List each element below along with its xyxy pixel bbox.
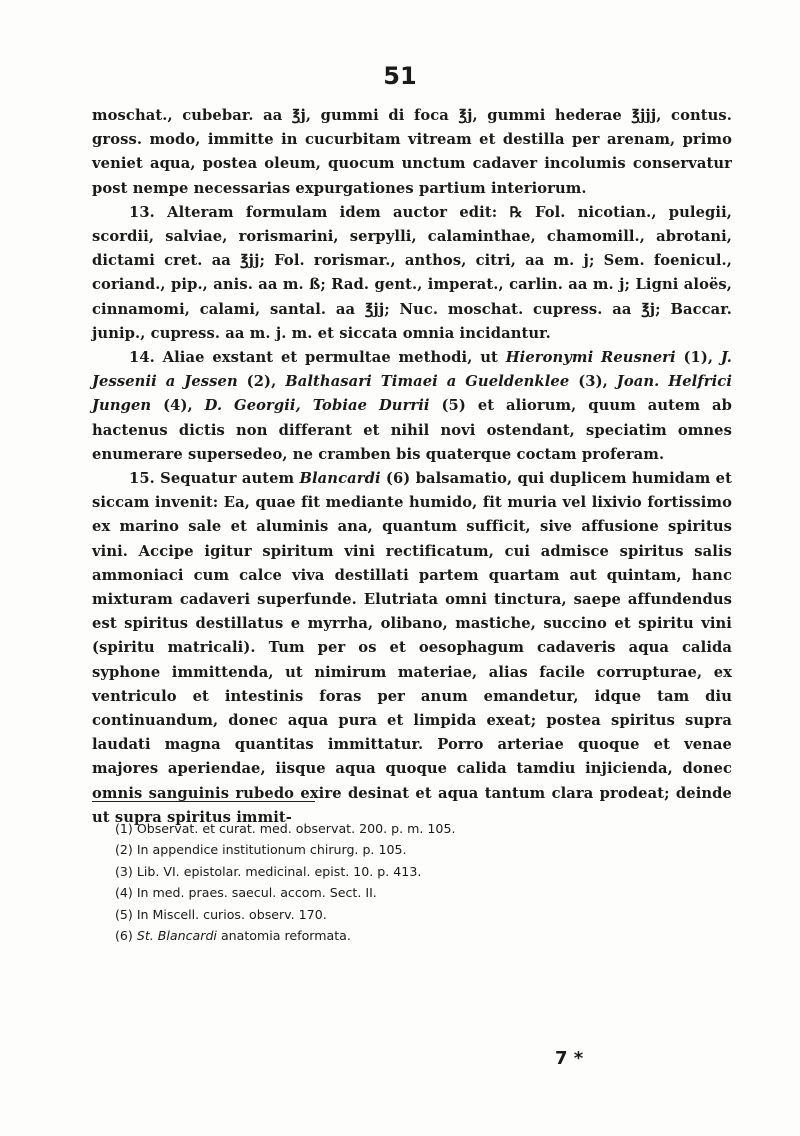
footnote-italic-run: St. Blancardi	[136, 928, 217, 944]
paragraph-text-run: (4),	[151, 397, 205, 415]
footnote-text-run: (4) In med. praes. saecul. accom. Sect. II.	[115, 885, 377, 901]
main-text	[92, 104, 732, 830]
paragraph-text-run: moschat., cubebar. aa ℥j, gummi di foca ℥j, gummi hederae ℥jjj, contus. gross. modo, immitte in cucurbitam vitream et destilla per arenam, primo veniet aqua, postea oleum, quocum unctum cadaver incolumis conservatur post nempe necessarias expurgationes partium interiorum.	[92, 107, 732, 197]
paragraph-text-run: 14. Aliae exstant et permultae methodi, ut	[129, 349, 506, 367]
paragraph-italic-run: Balthasari Timaei a Gueldenklee	[285, 373, 570, 391]
paragraph-text-run: (2),	[237, 373, 286, 391]
paragraph-text-run: 13. Alteram formulam idem auctor edit: ℞ Fol. nicotian., pulegii, scordii, salviae, rorismarini, serpylli, calaminthae, chamomill., abrotani, dictami cret. aa ℥jj; Fol. rorismar., anthos, citri, aa m. j; Sem. foenicul., coriand., pip., anis. aa m. ß; Rad. gent., imperat., carlin. aa m. j; Ligni aloës, cinnamomi, calami, santal. aa ℥jj; Nuc. moschat. cupress. aa ℥j; Baccar. junip., cupress. aa m. j. m. et siccata omnia incidantur.	[92, 203, 732, 342]
footnote-4	[115, 882, 735, 903]
paragraph-text-run: 15. Sequatur autem	[129, 470, 300, 488]
page-number: 51	[383, 62, 417, 90]
paragraph-text-run: (6) balsamatio, qui duplicem humidam et siccam invenit: Ea, quae fit mediante humido, fit muria vel lixivio fortissimo ex marino sale et aluminis ana, quantum sufficit, sive affusione spiritus vini. Accipe igitur spiritum vini rectificatum, cui admisce spiritus salis ammoniaci cum calce viva destillati partem quartam aut quintam, hanc mixturam cadaveri superfunde. Elutriata omni tinctura, saepe affundendus est spiritus destillatus e myrrha, olibano, mastiche, succino et spiritu vini (spiritu matricali). Tum per os et oesophagum cadaveris aqua calida syphone immittenda, ut nimirum materiae, alias facile corrupturae, ex ventriculo et intestinis foras per anum emandetur, idque tam diu continuandum, donec aqua pura et limpida exeat; postea spiritus supra laudati magna quantitas immittatur. Porro arteriae quoque et venae majores aperiendae, iisque aqua quoque calida tamdiu injicienda, donec omnis sanguinis rubedo exire desinat et aqua tantum clara prodeat; deinde ut supra spiritus immit-	[92, 470, 732, 826]
paragraph-15	[92, 467, 732, 830]
footnote-3	[115, 861, 735, 882]
footnote-1	[115, 818, 735, 839]
footnote-text-run: (2) In appendice institutionum chirurg. p. 105.	[115, 842, 407, 858]
footnote-text-run: (3) Lib. VI. epistolar. medicinal. epist. 10. p. 413.	[115, 863, 422, 879]
paragraph-13	[92, 201, 732, 346]
footnote-text-run: (5) In Miscell. curios. observ. 170.	[115, 906, 327, 922]
paragraph-continuation	[92, 104, 732, 201]
paragraph-14	[92, 346, 732, 467]
footnote-text-run: (1) Observat. et curat. med. observat. 200. p. m. 105.	[115, 821, 456, 836]
paragraph-italic-run: Blancardi	[299, 470, 381, 488]
paragraph-italic-run: J. Jessenii a Jessen	[92, 349, 733, 391]
paragraph-text-run: (5) et aliorum, quum autem ab hactenus dictis non differant et nihil novi ostendant, speciatim omnes enumerare supersedeo, ne cramben bis quaterque coctam proferam.	[92, 397, 732, 463]
paragraph-italic-run: D. Georgii, Tobiae Durrii	[204, 397, 430, 415]
footnotes	[115, 818, 735, 946]
footnote-text-run: anatomia reformata.	[216, 928, 351, 944]
paragraph-italic-run: Joan. Helfrici Jungen	[92, 373, 733, 415]
footnote-2	[115, 839, 735, 860]
footnote-6	[115, 925, 735, 946]
paragraph-text-run: (3),	[569, 373, 617, 391]
paragraph-text-run: (1),	[675, 349, 721, 367]
footnote-divider	[92, 801, 315, 802]
signature-mark: 7 *	[555, 1048, 584, 1069]
paragraph-italic-run: Hieronymi Reusneri	[505, 349, 676, 367]
footnote-5	[115, 904, 735, 925]
footnote-text-run: (6)	[115, 928, 137, 944]
